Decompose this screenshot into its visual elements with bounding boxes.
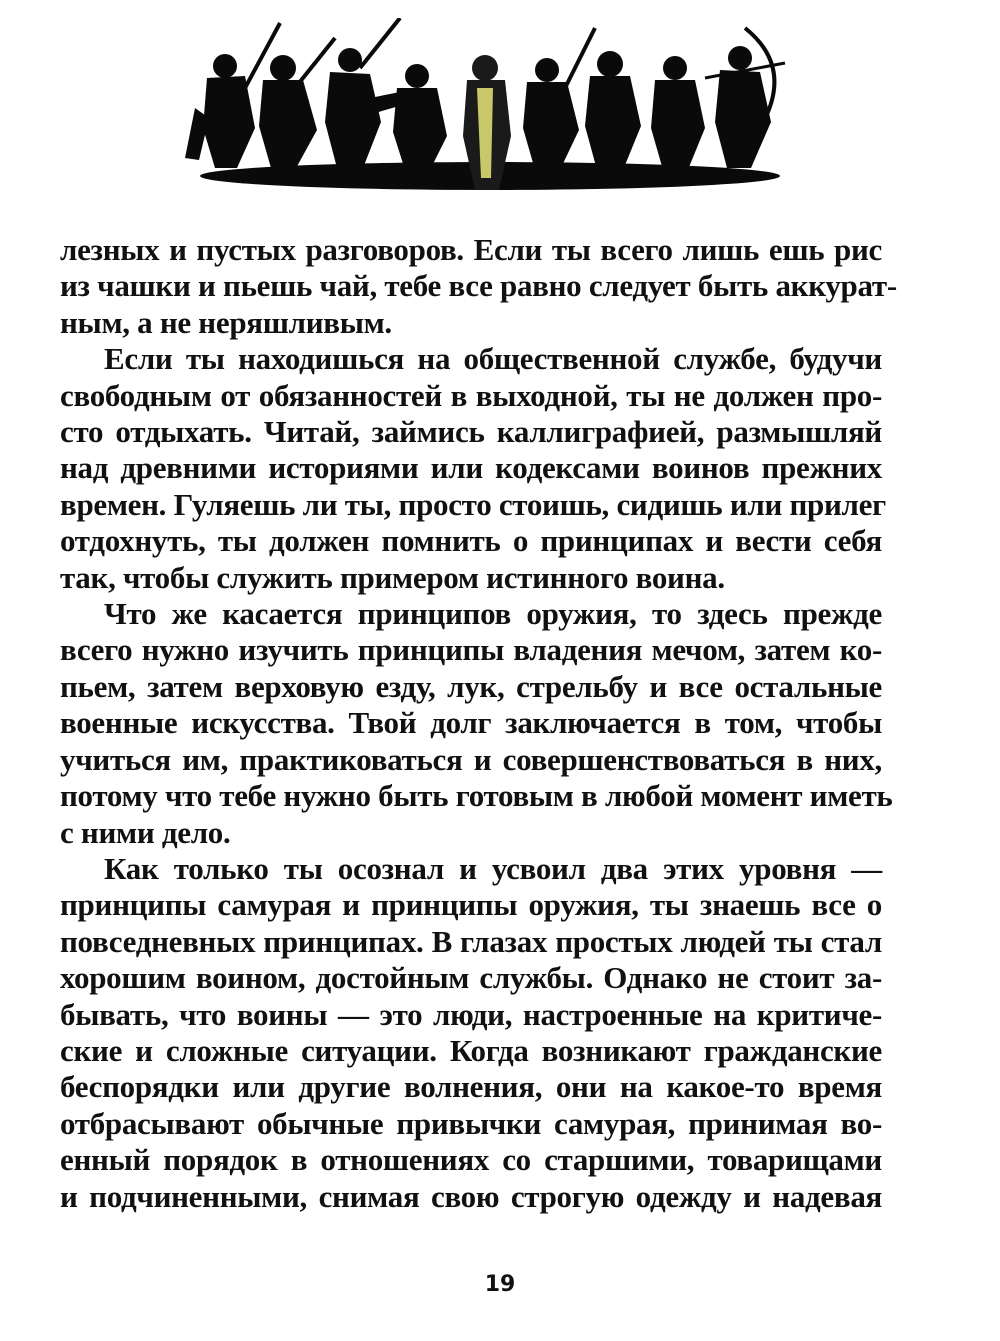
text-line: всего нужно изучить принципы владения мечом, затем ко- [60, 632, 882, 668]
text-line: ным, а не неряшливым. [60, 304, 392, 340]
paragraph [60, 596, 893, 851]
text-line: повседневных принципах. В глазах простых людей ты стал [60, 923, 882, 959]
text-line: бывать, что воины — это люди, настроенные на критиче- [60, 996, 882, 1032]
text-line: так, чтобы служить примером истинного воина. [60, 559, 725, 595]
text-line: Что же касается принципов оружия, то здесь прежде [104, 596, 882, 632]
text-line: потому что тебе нужно быть готовым в любой момент иметь [60, 778, 893, 814]
text-line: лезных и пустых разговоров. Если ты всего лишь ешь рис [60, 232, 882, 267]
text-line: и подчиненными, снимая свою строгую одежду и надевая [60, 1178, 882, 1214]
text-line: сто отдыхать. Читай, займись каллиграфией, размышляй [60, 414, 882, 450]
text-line: из чашки и пьешь чай, тебе все равно следует быть аккурат- [60, 268, 897, 304]
text-line: Как только ты осознал и усвоил два этих уровня — [104, 850, 882, 886]
text-line: Если ты находишься на общественной службе, будучи [104, 341, 882, 377]
text-line: времен. Гуляешь ли ты, просто стоишь, сидишь или прилег [60, 486, 886, 522]
text-line: енный порядок в отношениях со старшими, товарищами [60, 1142, 882, 1178]
text-line: беспорядки или другие волнения, они на какое-то время [60, 1069, 882, 1105]
page-number: 19 [484, 1272, 516, 1297]
text-line: учиться им, практиковаться и совершенствоваться в них, [60, 741, 882, 777]
text-line: отбрасывают обычные привычки самурая, принимая во- [60, 1105, 882, 1141]
text-line: военные искусства. Твой долг заключается в том, чтобы [60, 705, 882, 741]
text-line: отдохнуть, ты должен помнить о принципах и вести себя [60, 523, 882, 559]
text-line: хорошим воином, достойным службы. Однако не стоит за- [60, 960, 882, 996]
text-line: свободным от обязанностей в выходной, ты не должен про- [60, 377, 882, 413]
text-line: ские и сложные ситуации. Когда возникают гражданские [60, 1032, 882, 1068]
text-line: принципы самурая и принципы оружия, ты знаешь все о [60, 887, 882, 923]
text-line: пьем, затем верховую езду, лук, стрельбу и все остальные [60, 668, 882, 704]
text-line: над древними историями или кодексами воинов прежних [60, 450, 882, 486]
samurai-illustration [185, 18, 795, 198]
text-line: с ними дело. [60, 814, 231, 850]
paragraph [60, 232, 897, 341]
paragraph [60, 851, 882, 1215]
paragraph [60, 341, 886, 596]
body-text [60, 232, 897, 1215]
